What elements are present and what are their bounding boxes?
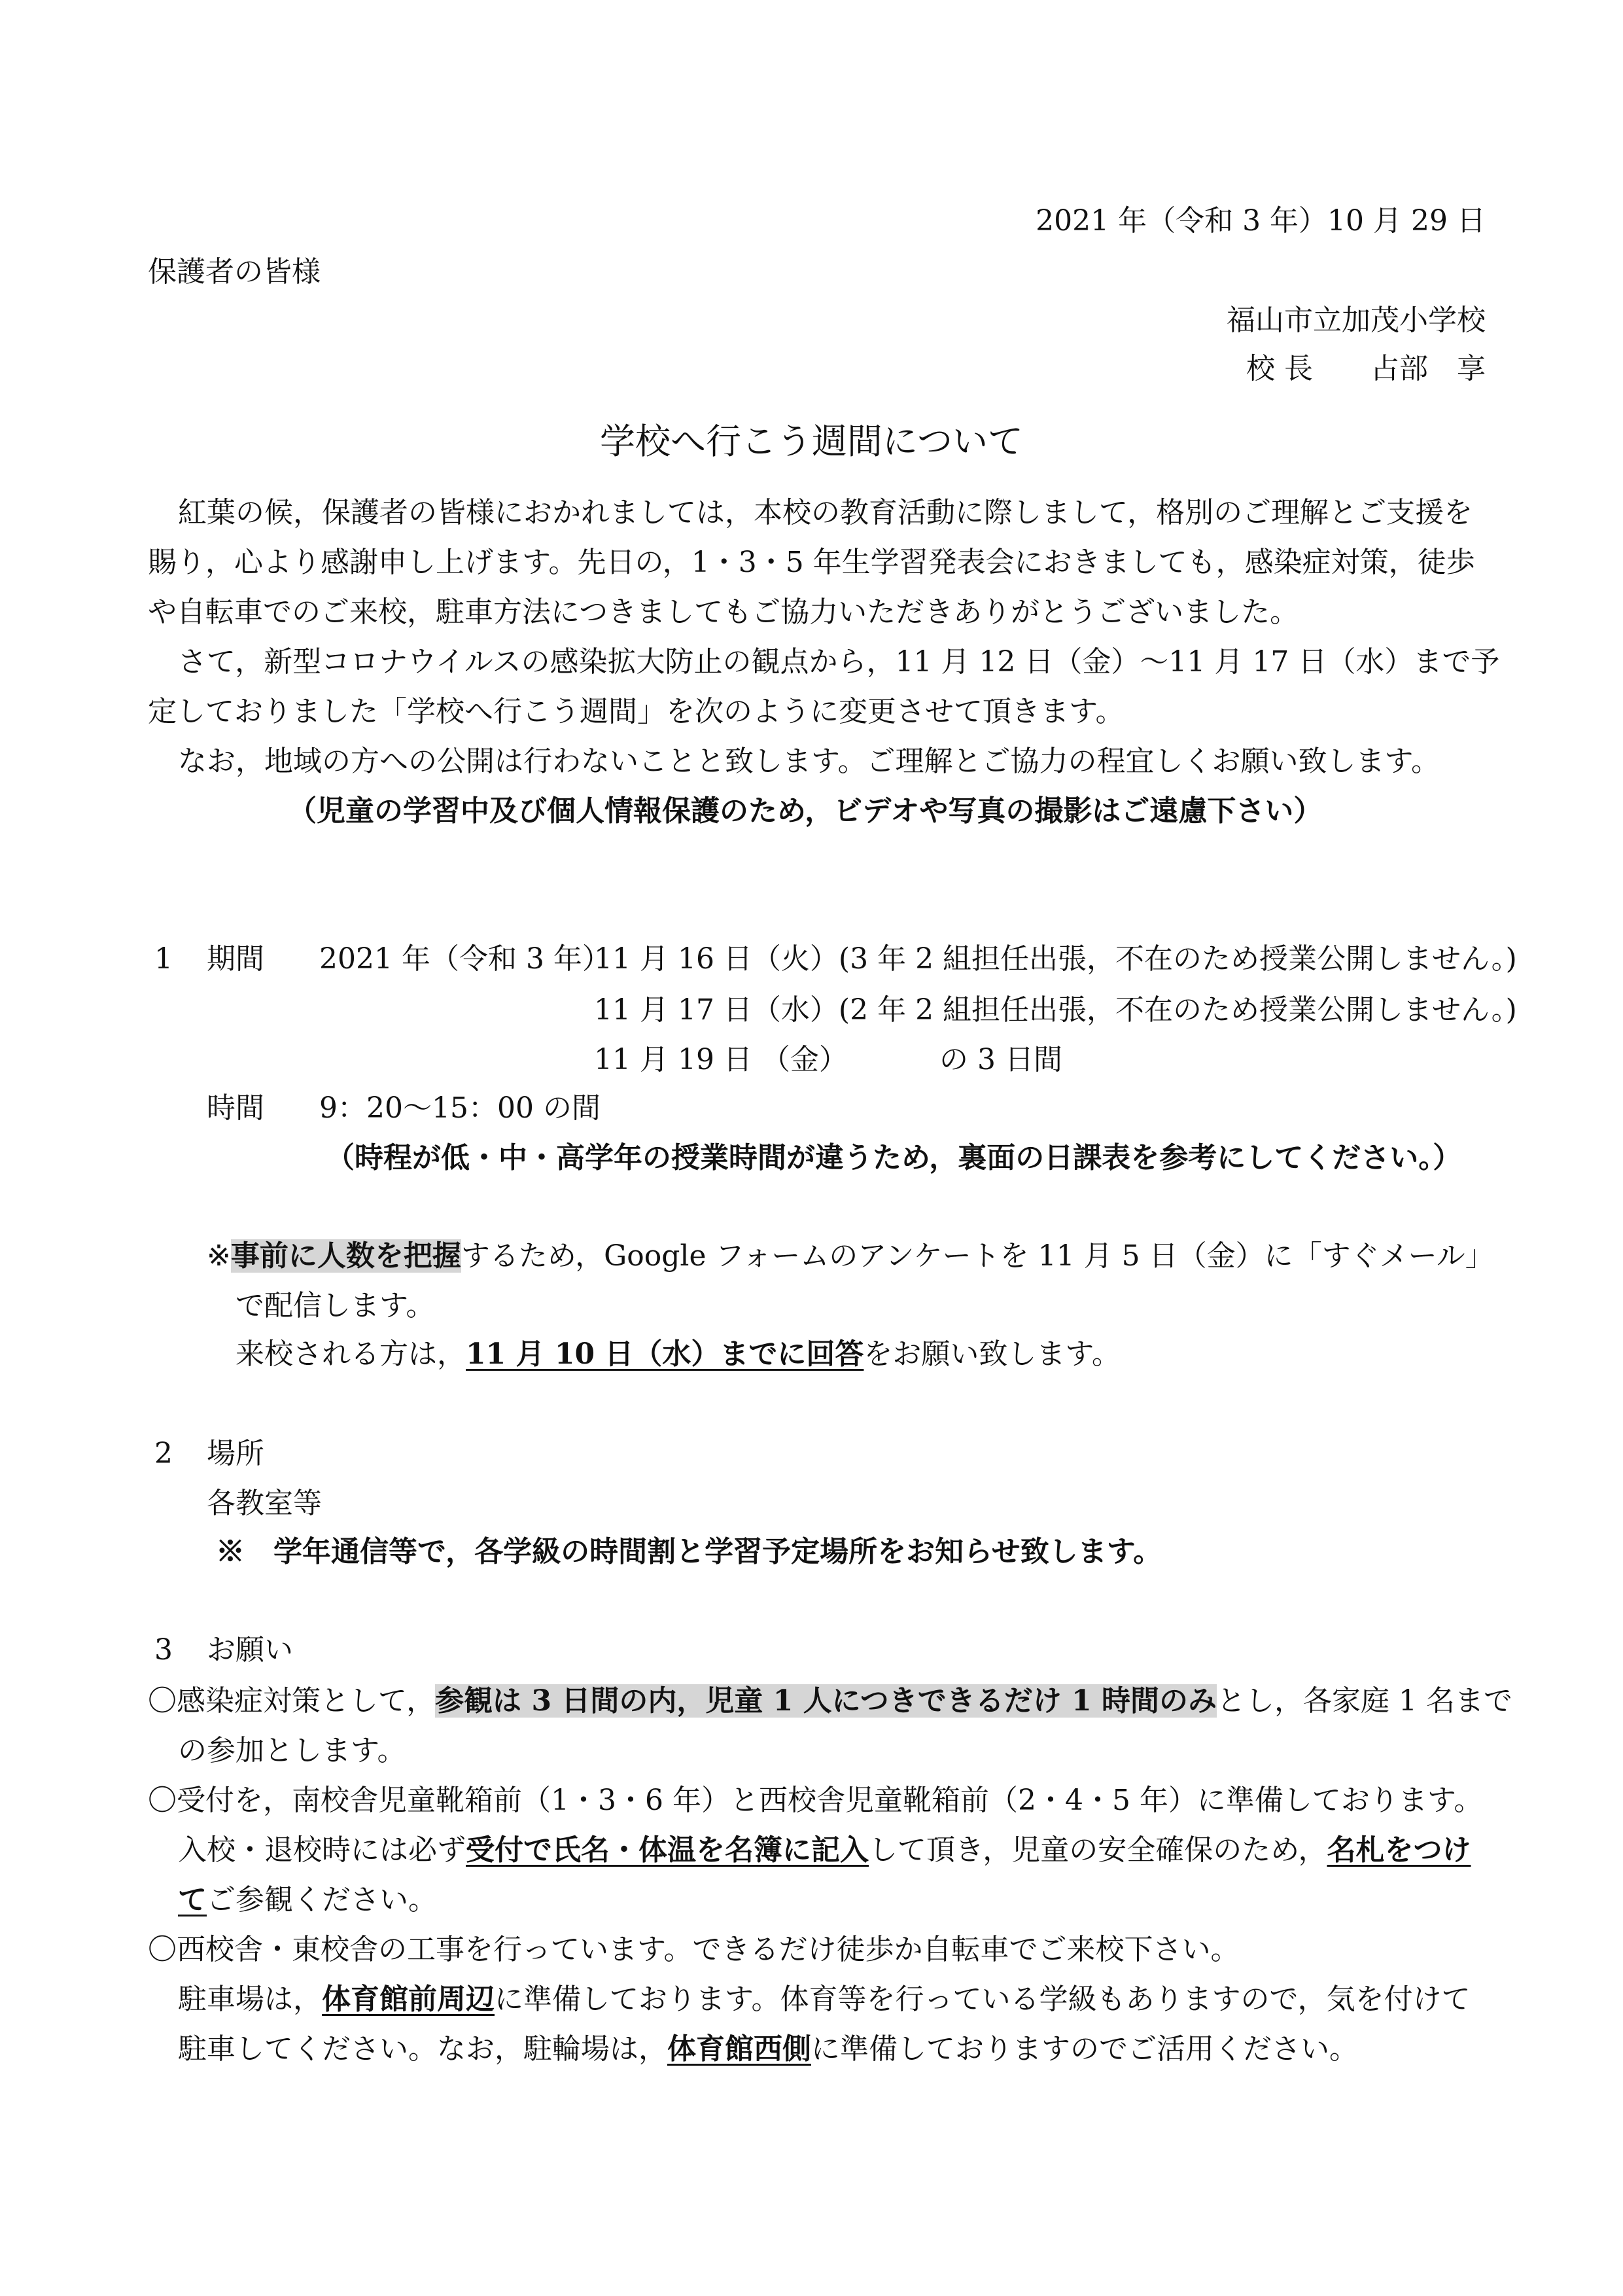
photo-notice: （児童の学習中及び個人情報保護のため，ビデオや写真の撮影はご遠慮下さい） (288, 794, 1323, 828)
bicycle-location: 体育館西側 (667, 2032, 811, 2066)
location-value: 各教室等 (207, 1487, 322, 1520)
intro-paragraph-1-line-3: や自転車でのご来校，駐車方法につきましてもご協力いただきありがとうございました。 (148, 595, 1299, 629)
reply-suffix: をお願い致します。 (864, 1337, 1121, 1371)
parking-location: 体育館前周辺 (322, 1983, 495, 2016)
request-2-nametag-end: て (178, 1883, 207, 1916)
period-date-2: 11 月 17 日（水）(2 年 2 組担任出張，不在のため授業公開しません。) (594, 993, 1517, 1027)
location-note: ※ 学年通信等で，各学級の時間割と学習予定場所をお知らせ致します。 (216, 1535, 1162, 1568)
request-1-highlight: 参観は 3 日間の内，児童 1 人につきできるだけ 1 時間のみ (435, 1684, 1217, 1718)
bicycle-prefix: 駐車してください。なお，駐輪場は， (178, 2032, 667, 2066)
request-1-line-2: の参加とします。 (178, 1734, 406, 1767)
bicycle-suffix: に準備しておりますのでご活用ください。 (811, 2032, 1358, 2066)
request-3-line-3 (178, 2030, 1358, 2069)
parking-prefix: 駐車場は， (178, 1983, 322, 2016)
intro-paragraph-3: なお，地域の方への公開は行わないことと致します。ご理解とご協力の程宜しくお願い致します。 (178, 745, 1440, 778)
request-3-line-2 (178, 1980, 1471, 2019)
section-2-label: 場所 (207, 1437, 264, 1470)
request-2-nametag: 名札をつけ (1327, 1833, 1471, 1867)
principal-name: 校 長 占部 享 (1246, 352, 1486, 385)
request-2-suffix: ご参観ください。 (207, 1883, 437, 1916)
time-value: 9：20〜15：00 の間 (319, 1091, 601, 1125)
period-date-1: 11 月 16 日（火）(3 年 2 組担任出張，不在のため授業公開しません。) (594, 942, 1517, 976)
section-3-label: お願い (207, 1633, 293, 1667)
survey-highlight: 事前に人数を把握 (230, 1239, 461, 1273)
time-note: （時程が低・中・高学年の授業時間が違うため，裏面の日課表を参考にしてください。） (326, 1141, 1462, 1174)
issue-date: 2021 年（令和 3 年）10 月 29 日 (1036, 204, 1486, 238)
request-2-middle: して頂き，児童の安全確保のため， (869, 1833, 1327, 1867)
section-2-number: 2 (154, 1437, 173, 1470)
survey-mark: ※ (207, 1239, 231, 1273)
time-label: 時間 (207, 1091, 264, 1125)
school-name: 福山市立加茂小学校 (1227, 304, 1486, 337)
request-2-line-2 (178, 1831, 1471, 1870)
request-2-prefix: 入校・退校時には必ず (178, 1833, 466, 1867)
document-title: 学校へ行こう週間について (600, 421, 1023, 462)
request-1-prefix: 〇感染症対策として， (148, 1684, 436, 1718)
request-2-line-1: 〇受付を，南校舎児童靴箱前（1・3・6 年）と西校舎児童靴箱前（2・4・5 年）に準備しております。 (148, 1784, 1483, 1817)
request-1-line-1 (148, 1682, 1512, 1721)
section-1-label: 期間 (207, 942, 264, 976)
intro-paragraph-2-line-1: さて，新型コロナウイルスの感染拡大防止の観点から，11 月 12 日（金）〜11 月 17 日（水）まで予 (178, 645, 1500, 679)
reply-deadline: 11 月 10 日（水）までに回答 (466, 1337, 864, 1371)
parking-suffix: に準備しております。体育等を行っている学級もありますので，気を付けて (495, 1983, 1471, 2016)
reply-prefix: 来校される方は， (236, 1337, 466, 1371)
intro-paragraph-2-line-2: 定しておりました「学校へ行こう週間」を次のように変更させて頂きます。 (148, 695, 1125, 728)
reply-deadline-line (236, 1335, 1121, 1374)
request-2-reception: 受付で氏名・体温を名簿に記入 (466, 1833, 869, 1867)
intro-paragraph-1-line-1: 紅葉の候，保護者の皆様におかれましては，本校の教育活動に際しまして，格別のご理解とご支援を (178, 496, 1473, 529)
survey-line-1-text: するため，Google フォームのアンケートを 11 月 5 日（金）に「すぐメール」 (461, 1239, 1494, 1273)
section-1-number: 1 (154, 942, 173, 976)
period-total: の 3 日間 (939, 1043, 1062, 1076)
period-date-3: 11 月 19 日 （金） (594, 1043, 848, 1076)
request-2-line-3 (178, 1881, 437, 1920)
intro-paragraph-1-line-2: 賜り，心より感謝申し上げます。先日の，1・3・5 年生学習発表会におきましても，感染症対策，徒歩 (148, 546, 1475, 579)
section-3-number: 3 (154, 1633, 173, 1667)
period-year: 2021 年（令和 3 年） (319, 942, 611, 976)
survey-line-1 (207, 1237, 1494, 1276)
request-1-suffix: とし，各家庭 1 名まで (1217, 1684, 1512, 1718)
survey-line-2: で配信します。 (236, 1289, 435, 1322)
request-3-line-1: 〇西校舎・東校舎の工事を行っています。できるだけ徒歩か自転車でご来校下さい。 (148, 1933, 1240, 1966)
recipient: 保護者の皆様 (148, 255, 321, 289)
